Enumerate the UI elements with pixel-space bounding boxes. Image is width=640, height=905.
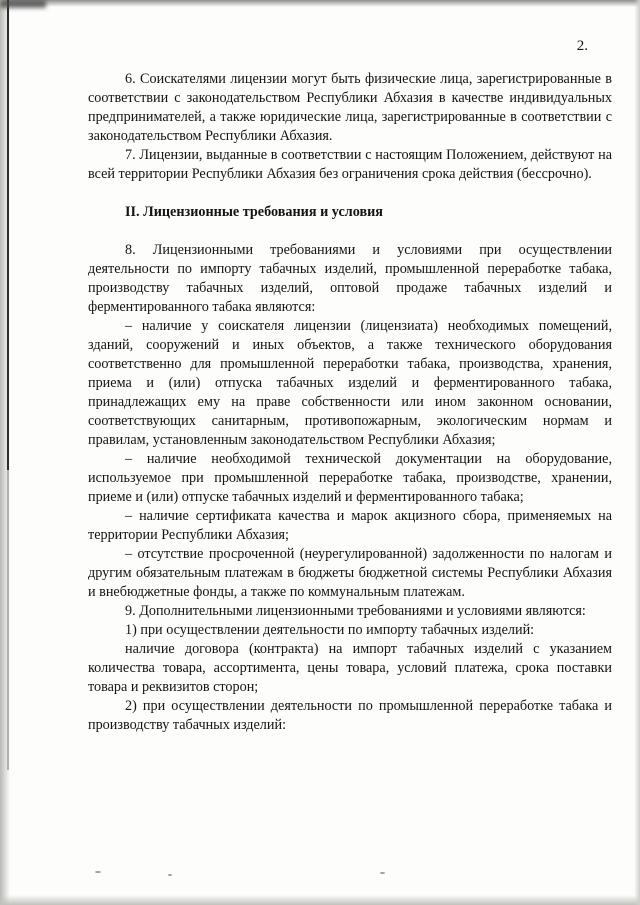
scan-edge-top <box>0 0 640 7</box>
paragraph-9: 9. Дополнительными лицензионными требованиями и условиями являются: <box>125 603 586 619</box>
scan-speck <box>168 874 172 876</box>
scan-artifact-left-line-faint <box>7 470 9 770</box>
paragraph-8: 8. Лицензионными требованиями и условиями при осуществлении деятельности по импорту табачных изделий, промышленной переработке табака, производству табачных изделий, оптовой продаже табачных изделий и ферментированного табака являются: <box>88 242 612 315</box>
list-item-premises: – наличие у соискателя лицензии (лицензиата) необходимых помещений, зданий, сооружений и иных объектов, а также технического оборудования соответственно для промышленной переработки табака, производства, хранения, приема и (или) отпуска табачных изделий и ферментированного табака, принадлежащих ему на праве собственности или ином законном основании, соответствующих санитарным, противопожарным, экологическим нормам и правилам, установленным законодательством Республики Абхазия; <box>88 318 612 448</box>
subitem-2: 2) при осуществлении деятельности по промышленной переработке табака и производству табачных изделий: <box>88 698 612 733</box>
paragraph-6: 6. Соискателями лицензии могут быть физические лица, зарегистрированные в соответствии с законодательством Республики Абхазия в качестве индивидуальных предпринимателей, а также юридические лица, зарегистрированные в соответствии с законодательством Республики Абхазия. <box>88 71 612 144</box>
scan-speck <box>380 872 385 874</box>
subitem-1: 1) при осуществлении деятельности по импорту табачных изделий: <box>125 622 535 638</box>
list-item-certificate: – наличие сертификата качества и марок акцизного сбора, применяемых на территории Республики Абхазия; <box>88 508 612 543</box>
scan-speck <box>95 871 101 873</box>
page-number: 2. <box>576 38 588 54</box>
document-body <box>88 70 612 735</box>
scan-artifact-left-line <box>7 0 9 470</box>
scan-edge-right <box>634 0 640 905</box>
scan-edge-bottom <box>0 895 640 905</box>
scan-artifact-corner-smudge <box>0 0 46 8</box>
section-heading: II. Лицензионные требования и условия <box>125 204 383 220</box>
list-item-debts: – отсутствие просроченной (неурегулированной) задолженности по налогам и другим обязательным платежам в бюджеты бюджетной системы Республики Абхазия и внебюджетные фонды, а также по коммунальным платежам. <box>88 546 612 600</box>
subitem-1-contract: наличие договора (контракта) на импорт табачных изделий с указанием количества товара, ассортимента, цены товара, условий платежа, срока поставки товара и реквизитов сторон; <box>88 641 612 695</box>
list-item-documentation: – наличие необходимой технической документации на оборудование, используемое при промышленной переработке табака, производстве, хранении, приеме и (или) отпуске табачных изделий и ферментированного табака; <box>88 451 612 505</box>
paragraph-7: 7. Лицензии, выданные в соответствии с настоящим Положением, действуют на всей территории Республики Абхазия без ограничения срока действия (бессрочно). <box>88 147 612 182</box>
